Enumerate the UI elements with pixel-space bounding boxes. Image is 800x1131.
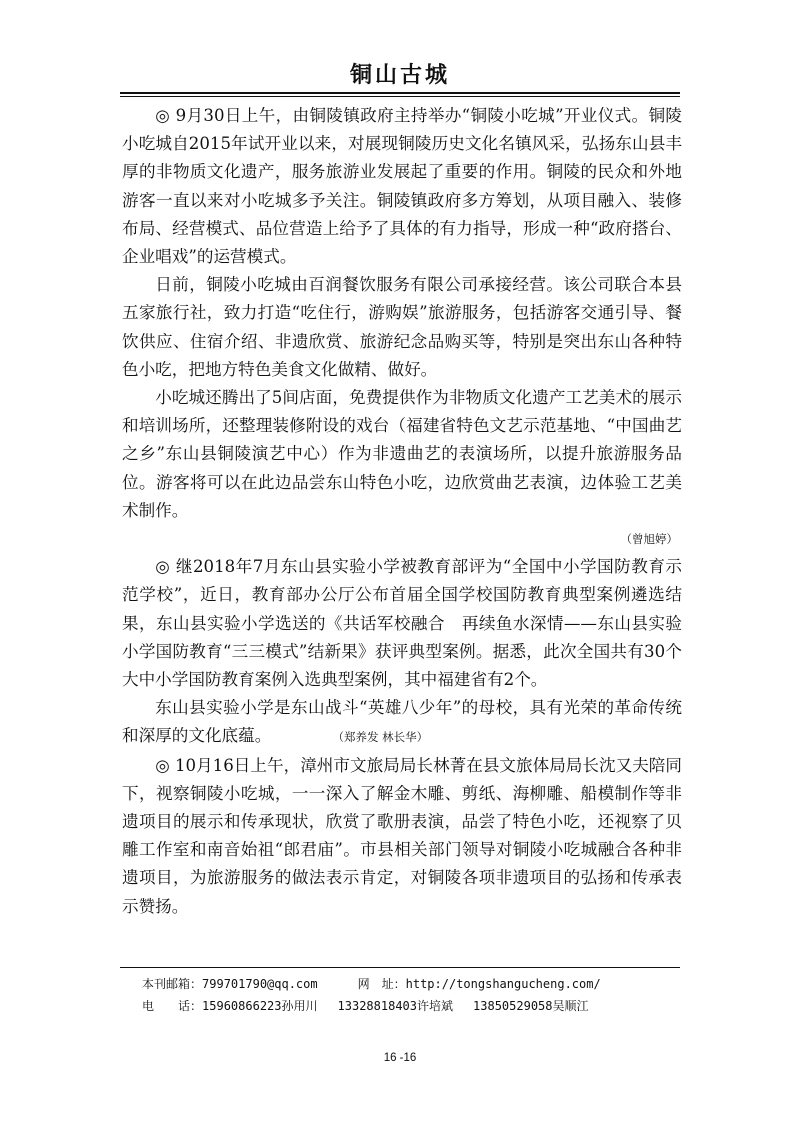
website-link[interactable]: http://tongshangucheng.com/ [405,977,601,991]
masthead-title: 铜山古城 [349,62,450,88]
footer-rule [120,967,680,968]
phone-number[interactable]: 13328818403 [337,999,417,1013]
phone-label: 电 话： [142,999,203,1013]
paragraph-text: 东山县实验小学是东山战斗“英雄八少年”的母校，具有光荣的革命传统和深厚的文化底蕴。 [122,698,682,746]
paragraph: ◎ 继2018年7月东山县实验小学被教育部评为“全国中小学国防教育示范学校”，近日，教育部办公厅公布首届全国学校国防教育典型案例遴选结果，东山县实验小学选送的《共话军校融合 再续鱼水深情——东山县实验小学国防教育“三三模式”结新果》获评典型案例。据悉，此次全国共有30个大中小学国防教育案例入选典型案例，其中福建省有2个。 [122,557,682,690]
phone-number[interactable]: 15960866223 [202,999,282,1013]
contact-name: 孙用川 [281,999,318,1013]
masthead-rule [120,92,680,94]
byline: （曾旭婷） [620,532,678,547]
contact-name: 吴顺江 [552,999,589,1013]
contact-name: 许培斌 [417,999,454,1013]
article-school-defense-education [122,553,682,751]
phone-number[interactable]: 13850529058 [473,999,553,1013]
email-address[interactable]: 799701790@qq.com [202,977,318,991]
paragraph [122,694,682,751]
footer-line-contact [142,973,682,995]
website-label: 网 址： [357,977,406,991]
paragraph: 日前，铜陵小吃城由百润餐饮服务有限公司承接经营。该公司联合本县五家旅行社，致力打造“吃住行，游购娱”旅游服务，包括游客交通引导、餐饮供应、住宿介绍、非遗欣赏、旅游纪念品购买等，特别是突出东山各种特色小吃，把地方特色美食文化做精、做好。 [122,275,682,379]
masthead [120,58,680,92]
masthead-rule-thin [120,96,680,97]
paragraph: ◎ 9月30日上午，由铜陵镇政府主持举办“铜陵小吃城”开业仪式。铜陵小吃城自2015年试开业以来，对展现铜陵历史文化名镇风采，弘扬东山县丰厚的非物质文化遗产，服务旅游业发展起了重要的作用。铜陵的民众和外地游客一直以来对小吃城多予关注。铜陵镇政府多方筹划，从项目融入、装修布局、经营模式、品位营造上给予了具体的有力指导，形成一种“政府搭台、企业唱戏”的运营模式。 [122,106,682,267]
paragraph: 小吃城还腾出了5间店面，免费提供作为非物质文化遗产工艺美术的展示和培训场所，还整理装修附设的戏台（福建省特色文艺示范基地、“中国曲艺之乡”东山县铜陵演艺中心）作为非遗曲艺的表演场所，以提升旅游服务品位。游客将可以在此边品尝东山特色小吃，边欣赏曲艺表演，边体验工艺美术制作。 [122,388,682,520]
article-city-official-visit [122,752,682,921]
footer-line-phones [142,995,682,1017]
article-snack-city-opening [122,102,682,553]
article-body [122,102,682,921]
page-number: 16 -16 [383,1052,417,1064]
paragraph: ◎ 10月16日上午，漳州市文旅局局长林菁在县文旅体局局长沈又夫陪同下，视察铜陵小吃城，一一深入了解金木雕、剪纸、海柳雕、船模制作等非遗项目的展示和传承现状，欣赏了歌册表演，品尝了特色小吃，还视察了贝雕工作室和南音始祖“郎君庙”。市县相关部门领导对铜陵小吃城融合各种非遗项目，为旅游服务的做法表示肯定，对铜陵各项非遗项目的弘扬和传承表示赞扬。 [122,755,682,916]
byline: （郑养发 林长华） [332,730,429,745]
footer [142,973,682,1017]
email-label: 本刊邮箱： [142,977,203,991]
